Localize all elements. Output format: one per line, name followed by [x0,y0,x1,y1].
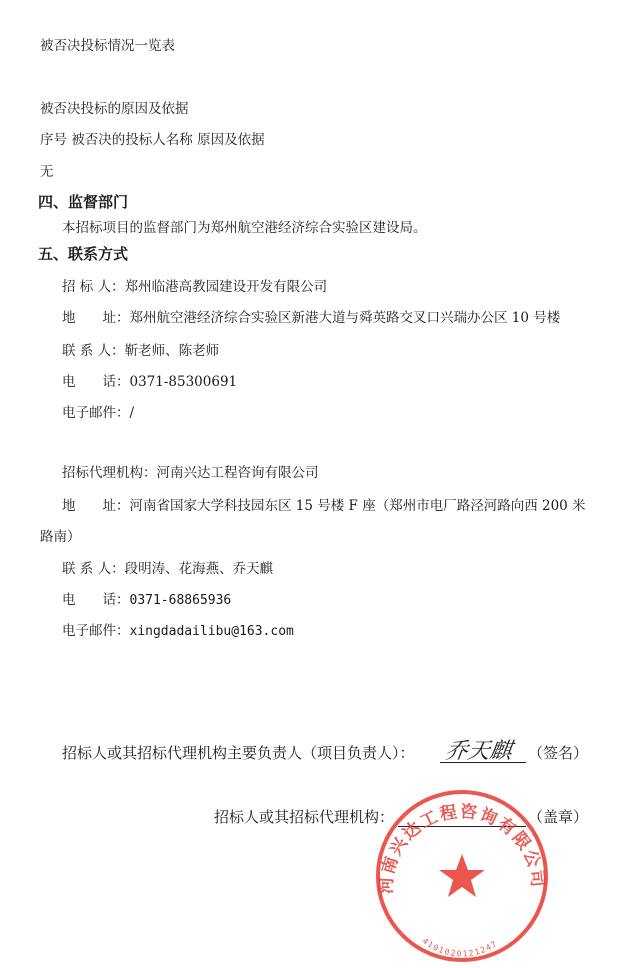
section4-heading: 四、监督部门 [38,193,129,211]
tenderer-address: 郑州航空港经济综合实验区新港大道与舜英路交叉口兴瑞办公区 10 号楼 [129,310,561,326]
section4-body: 本招标项目的监督部门为郑州航空港经济综合实验区建设局。 [62,220,427,236]
org-label: 招标人或其招标代理机构： [214,808,395,826]
agency-address-line1: 河南省国家大学科技园东区 15 号楼 F 座（郑州市电厂路泾河路向西 200 米 [129,498,586,514]
agency-email: xingdadailibu@163.com [129,624,294,639]
tenderer-phone-label: 电 话： [62,374,130,390]
rejected-subtitle: 被否决投标的原因及依据 [40,101,189,117]
rejected-table-header: 序号 被否决的投标人名称 原因及依据 [40,132,265,148]
principal-note: （签名） [528,744,589,762]
agency-phone: 0371-68865936 [129,593,232,608]
tenderer-contact-row [62,342,219,360]
principal-signature-line [440,762,526,763]
tenderer-address-label: 地 址： [62,310,130,326]
tenderer-row [62,278,327,296]
agency-email-label: 电子邮件： [62,623,130,639]
svg-text:4101020121247: 4101020121247 [420,936,500,959]
svg-text:河南兴达工程咨询有限公司: 河南兴达工程咨询有限公司 [376,801,548,895]
agency-email-row [62,622,294,641]
company-seal [372,786,552,966]
tenderer-phone: 0371-85300691 [129,374,238,390]
tenderer-contact: 靳老师、陈老师 [124,343,220,359]
agency-phone-row [62,591,231,610]
tenderer-email: / [129,405,135,421]
agency-name: 河南兴达工程咨询有限公司 [156,465,319,481]
rejected-empty: 无 [40,164,54,180]
org-note: （盖章） [528,808,589,826]
agency-address-line2: 路南） [40,529,81,545]
agency-contact-label: 联 系 人： [62,561,125,577]
tenderer-name: 郑州临港高教园建设开发有限公司 [124,279,328,295]
agency-contact-row [62,560,273,578]
agency-row [62,464,319,482]
principal-label: 招标人或其招标代理机构主要负责人（项目负责人）： [62,744,415,762]
agency-contact: 段明涛、花海燕、乔天麒 [124,561,274,577]
agency-phone-label: 电 话： [62,592,130,608]
tenderer-contact-label: 联 系 人： [62,343,125,359]
section5-heading: 五、联系方式 [38,245,129,263]
seal-star-icon [439,854,485,897]
tenderer-address-row [62,309,560,327]
agency-address-row [62,497,586,515]
tenderer-label: 招 标 人： [62,279,125,295]
principal-signature: 乔天麒 [443,739,514,764]
agency-label: 招标代理机构： [62,465,157,481]
rejected-title: 被否决投标情况一览表 [40,38,175,54]
agency-address-label: 地 址： [62,498,130,514]
tenderer-email-label: 电子邮件： [62,405,130,421]
tenderer-email-row [62,404,134,422]
tenderer-phone-row [62,373,237,391]
